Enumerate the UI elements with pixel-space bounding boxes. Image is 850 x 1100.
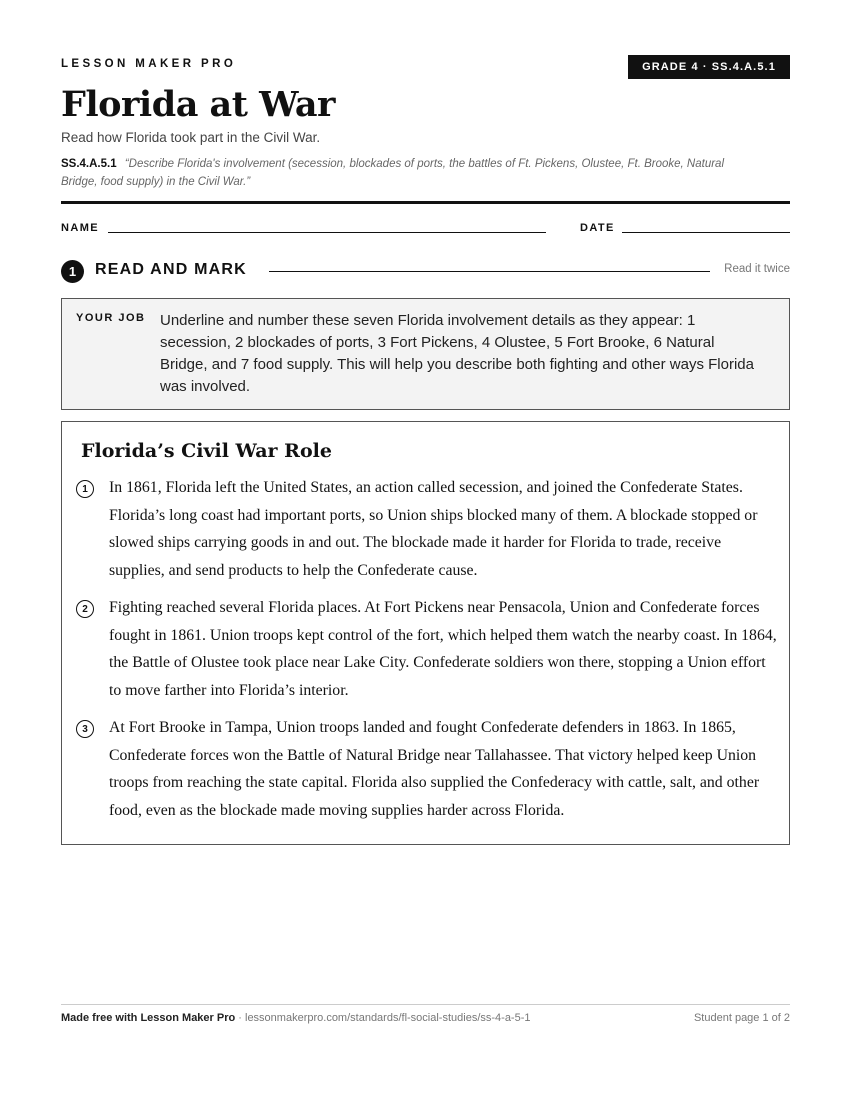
section-title: READ AND MARK [95,261,247,278]
date-label: DATE [580,222,615,234]
name-label: NAME [61,222,99,234]
header-divider [61,201,790,204]
paragraph-number-badge: 2 [76,600,94,618]
footer-made-with: Made free with Lesson Maker Pro [61,1012,236,1024]
section-number-badge: 1 [61,260,84,283]
section-divider [269,271,710,272]
your-job-label: YOUR JOB [76,312,146,324]
grade-badge: GRADE 4 · SS.4.A.5.1 [628,55,790,79]
paragraph-number-badge: 3 [76,720,94,738]
worksheet-page [61,0,790,1100]
section-note: Read it twice [724,263,790,275]
passage-title: Florida’s Civil War Role [81,440,332,462]
footer-url[interactable]: lessonmakerpro.com/standards/fl-social-studies/ss-4-a-5-1 [245,1012,531,1024]
your-job-text: Underline and number these seven Florida involvement details as they appear: 1 secession, 2 blockades of ports, 3 Fort Pickens, 4 Olustee, 5 Fort Brooke, 6 Natural Bridge, and 7 food supply. This will help you describe both fighting and other ways Florida was involved. [160,312,754,395]
footer-page-number: Student page 1 of 2 [693,1012,790,1024]
footer-separator: · [235,1012,245,1024]
standard-code: SS.4.A.5.1 [61,158,117,170]
paragraph-text[interactable]: Fighting reached several Florida places. At Fort Pickens near Pensacola, Union and Confederate forces fought in 1861. Union troops kept control of the fort, which helped them watch the nearby coast. In 1864, the Battle of Olustee took place near Lake City. Confederate soldiers won there, stopping a Union effort to move farther into Florida’s interior. [109,599,777,699]
paragraph-text[interactable]: In 1861, Florida left the United States, an action called secession, and joined the Confederate States. Florida’s long coast had important ports, so Union ships blocked many of them. A blockade stopped or slowed ships carrying goods in and out. The blockade made it harder for Florida to trade, receive supplies, and send products to help the Confederate cause. [109,479,758,579]
footer-credit [61,1012,531,1024]
date-field[interactable] [622,232,790,233]
brand-name: LESSON MAKER PRO [61,58,237,70]
standard-description [61,155,761,191]
name-field[interactable] [108,232,546,233]
page-subtitle: Read how Florida took part in the Civil War. [61,130,321,145]
paragraph-number-badge: 1 [76,480,94,498]
page-title: Florida at War [61,84,335,125]
standard-text: “Describe Florida's involvement (secession, blockades of ports, the battles of Ft. Pickens, Olustee, Ft. Brooke, Natural Bridge, food supply) in the Civil War.” [61,158,725,188]
your-job-box [61,298,790,410]
reading-passage [61,421,790,845]
paragraph-text[interactable]: At Fort Brooke in Tampa, Union troops landed and fought Confederate defenders in 1863. In 1865, Confederate forces won the Battle of Natural Bridge near Tallahassee. That victory helped keep Union troops from reaching the state capital. Florida also supplied the Confederacy with cattle, salt, and other food, even as the blockade made moving supplies harder across Florida. [109,719,760,819]
footer-divider [61,1004,790,1005]
